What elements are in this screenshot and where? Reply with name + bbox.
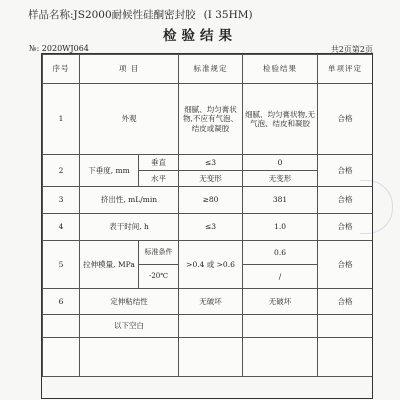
- row-standard: ≥80: [179, 187, 243, 214]
- row-no: 4: [43, 214, 80, 241]
- empty-cell: [179, 338, 243, 377]
- page-info: 共2页第2页: [330, 45, 373, 54]
- sample-name: JS2000耐候性硅酮密封胶: [73, 9, 196, 21]
- row-verdict: 合格: [318, 84, 373, 155]
- blank-below-note: 以下空白: [80, 315, 179, 338]
- empty-cell: [318, 315, 373, 338]
- row-item: 拉伸模量, MPa: [80, 241, 139, 289]
- empty-cell: [80, 338, 179, 377]
- row-result: 无破坏: [243, 289, 318, 315]
- row-no: 2: [43, 155, 80, 187]
- table-row: [43, 214, 373, 241]
- row-result: 381: [243, 187, 318, 214]
- row-item: 下垂度, mm: [80, 155, 139, 187]
- table-header-row: [43, 55, 373, 84]
- table-row: [43, 289, 373, 315]
- row-no: 6: [43, 289, 80, 315]
- row-subitem: -20℃: [139, 265, 179, 289]
- row-result: 0: [243, 155, 318, 171]
- table-row: [43, 315, 373, 338]
- row-no: 5: [43, 241, 80, 289]
- row-subitem: 垂直: [139, 155, 179, 171]
- row-result: /: [243, 265, 318, 289]
- row-no: 3: [43, 187, 80, 214]
- sample-name-line: [28, 7, 253, 22]
- row-standard: 无破坏: [179, 289, 243, 315]
- empty-cell: [243, 338, 318, 377]
- row-verdict: 合格: [318, 214, 373, 241]
- row-standard: >0.4 或 >0.6: [179, 241, 243, 289]
- header-verdict: 单项评定: [318, 55, 373, 84]
- table-row: [43, 187, 373, 214]
- header-result: 检验结果: [243, 55, 318, 84]
- sample-label: 样品名称:: [28, 9, 74, 21]
- row-standard: ≤3: [179, 214, 243, 241]
- row-verdict: 合格: [318, 187, 373, 214]
- row-subitem: 水平: [139, 171, 179, 187]
- row-result: 无变形: [243, 171, 318, 187]
- table-row: [43, 84, 373, 155]
- inspection-table: [42, 54, 373, 377]
- empty-cell: [243, 315, 318, 338]
- row-result: 1.0: [243, 214, 318, 241]
- table-row: [43, 155, 373, 171]
- document-title: 检验结果: [163, 28, 237, 44]
- row-item: 表干时间, h: [80, 214, 179, 241]
- table-row: [43, 241, 373, 265]
- sample-code: (I 35HM): [203, 9, 253, 21]
- empty-cell: [179, 315, 243, 338]
- header-standard: 标准规定: [179, 55, 243, 84]
- row-standard: 细腻、均匀膏状物,不应有气泡、结皮或凝胶: [179, 84, 243, 155]
- row-standard: 无变形: [179, 171, 243, 187]
- row-subitem: 标准条件: [139, 241, 179, 265]
- row-verdict: 合格: [318, 155, 373, 187]
- row-no: 1: [43, 84, 80, 155]
- report-number: №: 2020WJ064: [29, 44, 89, 53]
- row-verdict: 合格: [318, 241, 373, 289]
- row-no: [43, 315, 80, 338]
- row-item: 定伸粘结性: [80, 289, 179, 315]
- empty-cell: [43, 338, 80, 377]
- row-item: 外观: [80, 84, 179, 155]
- table-row: [43, 338, 373, 377]
- row-item: 挤出性, mL/min: [80, 187, 179, 214]
- header-item: 项 目: [80, 55, 179, 84]
- row-standard: ≤3: [179, 155, 243, 171]
- seal-stamp-fragment: [360, 180, 393, 234]
- empty-cell: [318, 338, 373, 377]
- row-result: 细腻、均匀膏状物,无气泡、结皮和凝胶: [243, 84, 318, 155]
- header-no: 序号: [43, 55, 80, 84]
- row-verdict: 合格: [318, 289, 373, 315]
- row-result: 0.6: [243, 241, 318, 265]
